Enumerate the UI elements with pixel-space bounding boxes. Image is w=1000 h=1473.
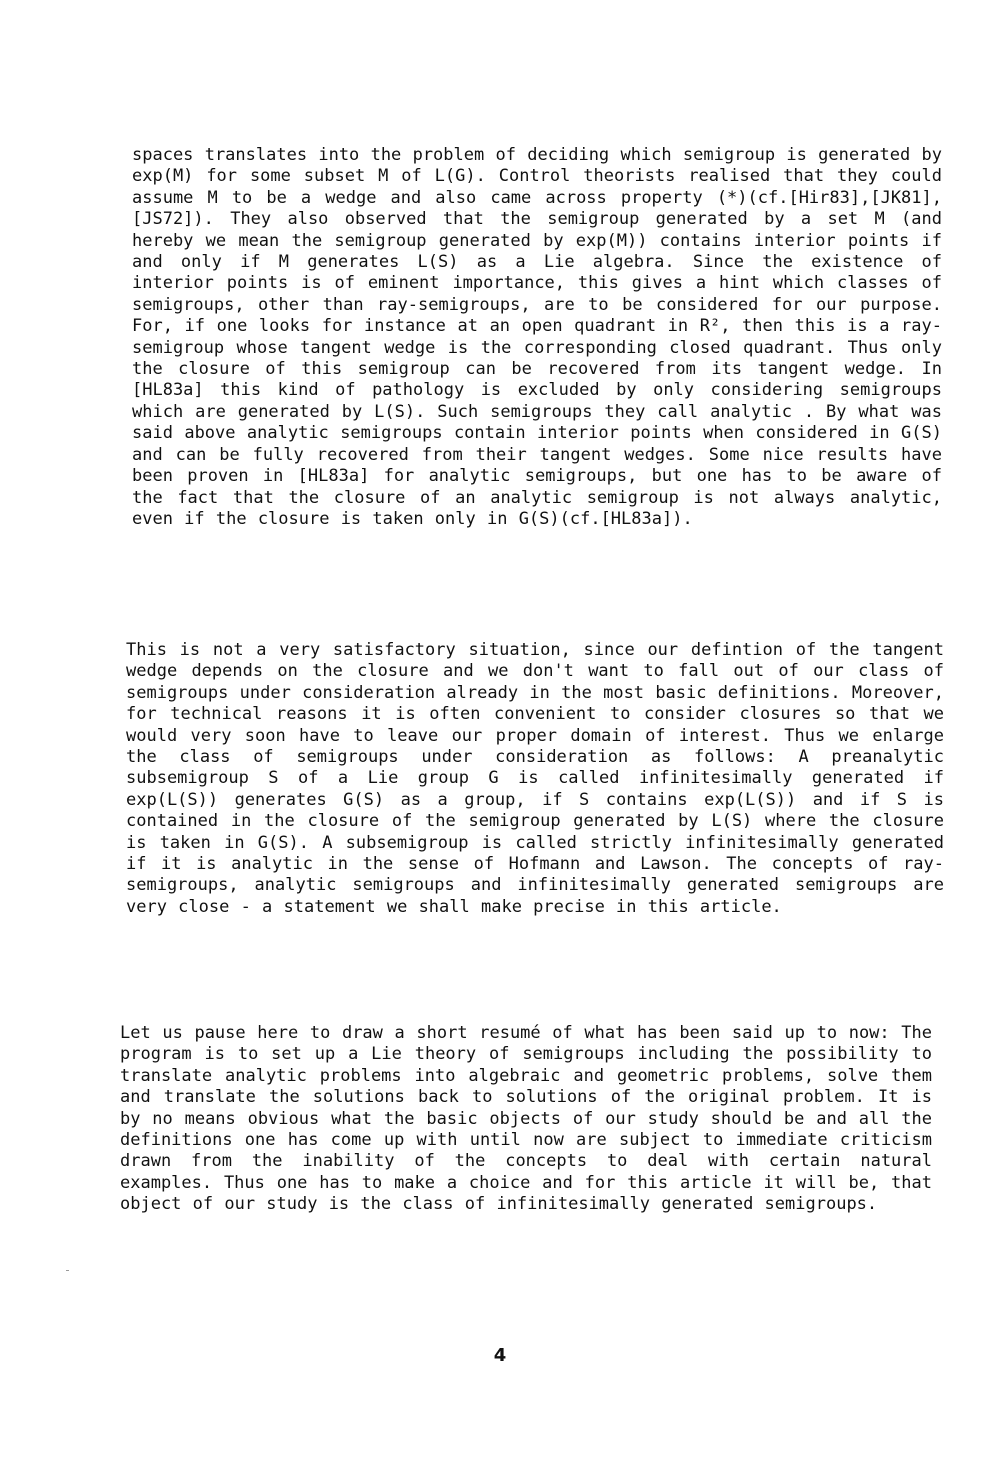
paragraph-infinitesimally-generated-definition: This is not a very satisfactory situation, since our defintion of the tangent wedge depends on the closure and we don't want to fall out of our class of semigroups under consideration already in the most basic definitions. Moreover, for technical reasons it is often convenient to consider closures so that we would very soon have to leave our proper domain of interest. Thus we enlarge the class of semigroups under consideration as follows: A preanalytic subsemigroup S of a Lie group G is called infinitesimally generated if exp(L(S)) generates G(S) as a group, if S contains exp(L(S)) and if S is contained in the closure of the semigroup generated by L(S) where the closure is taken in G(S). A subsemigroup is called strictly infinitesimally generated if it is analytic in the sense of Hofmann and Lawson. The concepts of ray-semigroups, analytic semigroups and infinitesimally generated semigroups are very close - a statement we shall make precise in this article.: [126, 640, 944, 917]
margin-speck: [66, 1270, 69, 1271]
paragraph-resume: Let us pause here to draw a short resumé of what has been said up to now: The program is to set up a Lie theory of semigroups including the possibility to translate analytic problems into algebraic and geometric problems, solve them and translate the solutions back to solutions of the original problem. It is by no means obvious what the basic objects of our study should be and all the definitions one has come up with until now are subject to immediate criticism drawn from the inability of the concepts to deal with certain natural examples. Thus one has to make a choice and for this article it will be, that object of our study is the class of infinitesimally generated semigroups.: [120, 1023, 932, 1215]
page-number: 4: [493, 1345, 507, 1366]
paragraph-semigroup-background: spaces translates into the problem of deciding which semigroup is generated by exp(M) for some subset M of L(G). Control theorists realised that they could assume M to be a wedge and also came across property (*)(cf.[Hir83],[JK81],[JS72]). They also observed that the semigroup generated by a set M (and hereby we mean the semigroup generated by exp(M)) contains interior points if and only if M generates L(S) as a Lie algebra. Since the existence of interior points is of eminent importance, this gives a hint which classes of semigroups, other than ray-semigroups, are to be considered for our purpose. For, if one looks for instance at an open quadrant in R², then this is a ray-semigroup whose tangent wedge is the corresponding closed quadrant. Thus only the closure of this semigroup can be recovered from its tangent wedge. In [HL83a] this kind of pathology is excluded by only considering semigroups which are generated by L(S). Such semigroups they call analytic . By what was said above analytic semigroups contain interior points when considered in G(S) and can be fully recovered from their tangent wedges. Some nice results have been proven in [HL83a] for analytic semigroups, but one has to be aware of the fact that the closure of an analytic semigroup is not always analytic, even if the closure is taken only in G(S)(cf.[HL83a]).: [132, 145, 942, 529]
